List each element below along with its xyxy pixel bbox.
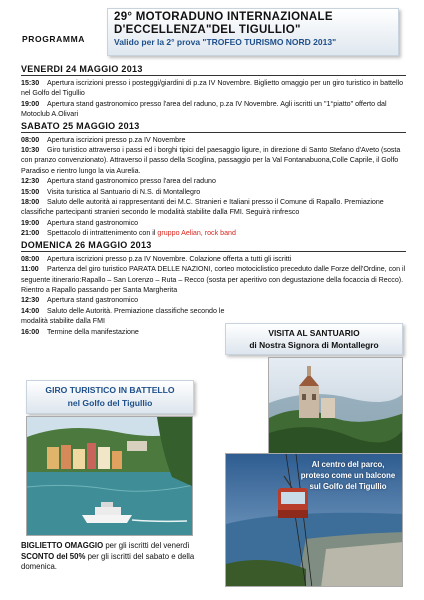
giro-subtitle: nel Golfo del Tigullio [67, 398, 153, 408]
event-text: Apertura stand gastronomico presso l'area del raduno, p.za IV Novembre. Agli iscritti un "1°piatto" offerto dal Motoclub A.Olivari [21, 99, 387, 119]
event-item [21, 228, 406, 238]
event-text: Termine della manifestazione [47, 327, 139, 336]
boat-photo [26, 416, 193, 536]
event-time: 08:00 [21, 254, 40, 263]
event-text: Giro turistico attraverso i passi ed i borghi tipici del paesaggio ligure, in direzione di Santo Stefano d'Aveto (sosta con pranzo convenzionato). Attraverso il passo della Scoglina, passaggio per la Val Fontanabuona,Colle Caprile, il Golfo Paradiso e rientro lungo la via Aurelia. [21, 146, 401, 175]
santuario-title: VISITA AL SANTUARIO [268, 328, 360, 338]
event-item [21, 254, 406, 264]
event-text: Saluto delle Autorità. Premiazione classifiche secondo le modalità stabilite dalla FMI [21, 306, 225, 326]
event-item [21, 99, 406, 120]
day-title: VENERDI 24 MAGGIO 2013 [21, 64, 406, 76]
event-time: 08:00 [21, 135, 40, 144]
title-line1: 29° MOTORADUNO INTERNAZIONALE [114, 11, 333, 23]
event-text: Apertura iscrizioni presso p.za IV Novembre [47, 135, 186, 144]
biglietto-offer [21, 541, 221, 552]
event-item [21, 295, 226, 305]
event-time: 12:30 [21, 177, 40, 186]
event-text: Spettacolo di intrattenimento con il [47, 229, 158, 238]
title-line2: D'ECCELLENZA"DEL TIGULLIO" [114, 24, 301, 36]
band-highlight: gruppo Aelian, rock band [157, 229, 236, 238]
event-item [21, 176, 406, 186]
sconto-bold: SCONTO del 50% [21, 551, 86, 561]
event-time: 10:30 [21, 146, 40, 155]
event-time: 12:30 [21, 296, 40, 305]
event-text: Apertura stand gastronomico [47, 296, 139, 305]
event-item [21, 218, 406, 228]
event-item [21, 135, 406, 145]
programma-label: PROGRAMMA [22, 34, 86, 44]
event-time: 15:00 [21, 187, 40, 196]
subtitle: Valido per la 2° prova "TROFEO TURISMO NORD 2013" [114, 37, 337, 47]
event-time: 19:00 [21, 99, 40, 108]
giro-box [26, 380, 194, 414]
event-text: Apertura iscrizioni presso i posteggi/giardini di p.za IV Novembre. Biglietto omaggio per un giro turistico in battello nel Golfo del Tigullio [21, 79, 404, 98]
event-text: Apertura stand gastronomico presso l'area del raduno [47, 177, 216, 186]
title-box [107, 8, 399, 56]
event-text: Visita turistica al Santuario di N.S. di Montallegro [47, 187, 201, 196]
sconto-rest: per gli iscritti del sabato e della domenica. [21, 551, 195, 571]
event-time: 19:00 [21, 218, 40, 227]
event-item [21, 145, 406, 176]
event-item [21, 197, 406, 218]
event-time: 14:00 [21, 306, 40, 315]
cable-caption-line: Al centro del parco, [311, 460, 385, 469]
event-item [21, 306, 226, 327]
event-time: 21:00 [21, 229, 40, 238]
day-title: SABATO 25 MAGGIO 2013 [21, 121, 406, 133]
offers [21, 541, 221, 573]
santuario-box [225, 323, 403, 355]
event-text: Apertura stand gastronomico [47, 218, 139, 227]
santuario-photo [268, 357, 403, 454]
sconto-offer [21, 552, 221, 573]
cable-caption-line: sul Golfo del Tigullio [309, 482, 387, 491]
event-item [21, 187, 406, 197]
day-title: DOMENICA 26 MAGGIO 2013 [21, 240, 406, 252]
event-text: Apertura iscrizioni presso p.za IV Novembre. Colazione offerta a tutti gli iscritti [47, 254, 292, 263]
biglietto-bold: BIGLIETTO OMAGGIO [21, 541, 104, 550]
giro-title: GIRO TURISTICO IN BATTELLO [45, 385, 175, 395]
event-item [21, 78, 406, 99]
biglietto-rest: per gli iscritti del venerdì [103, 541, 190, 550]
event-text: Partenza del giro turistico PARATA DELLE NAZIONI, corteo motociclistico preceduto dalle Forze dell'Ordine, con il seguente itinerario:Rapallo – San Lorenzo – Ruta – Recco (sosta per aperitivo con degustazione della focaccia di Recco). Rientro a Rapallo passando per Santa Margherita [21, 265, 406, 294]
event-time: 11:00 [21, 265, 39, 274]
event-text: Saluto delle autorità ai rappresentanti dei M.C. Stranieri e Italiani presso il Comune di Rapallo. Premiazione classifiche partecipanti stranieri secondo le modalità stabilite dalla FMI. Seguirà rinfresco [21, 198, 384, 217]
event-time: 15:30 [21, 79, 40, 87]
cable-caption-line: proteso come un balcone [300, 471, 396, 480]
schedule [21, 63, 406, 337]
event-item [21, 264, 406, 295]
header [0, 6, 424, 61]
event-time: 16:00 [21, 327, 40, 336]
santuario-subtitle: di Nostra Signora di Montallegro [249, 340, 379, 350]
event-time: 18:00 [21, 198, 40, 207]
cable-caption [293, 459, 403, 492]
event-item [21, 327, 226, 337]
